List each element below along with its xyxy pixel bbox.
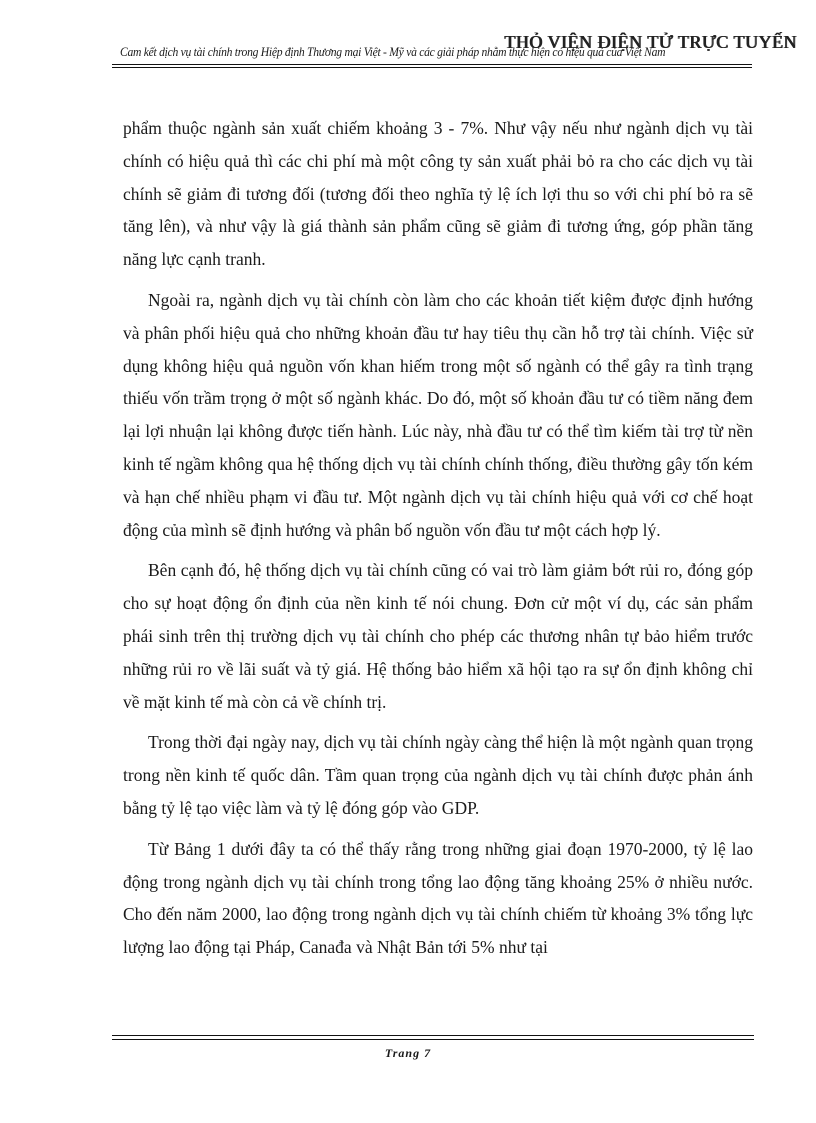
paragraph: Bên cạnh đó, hệ thống dịch vụ tài chính cũng có vai trò làm giảm bớt rủi ro, đóng góp cho sự hoạt động ổn định của nền kinh tế nói chung. Đơn cử một ví dụ, các sản phẩm phái sinh trên thị trường dịch vụ tài chính cho phép các thương nhân tự bảo hiểm trước những rủi ro về lãi suất và tỷ giá. Hệ thống bảo hiểm xã hội tạo ra sự ổn định không chỉ về mặt kinh tế mà còn cả về chính trị. (123, 560, 753, 712)
header-rule-double (112, 67, 752, 68)
paragraph: Từ Bảng 1 dưới đây ta có thể thấy rằng trong những giai đoạn 1970-2000, tỷ lệ lao động trong ngành dịch vụ tài chính trong tổng lao động tăng khoảng 25% ở nhiều nước. Cho đến năm 2000, lao động trong ngành dịch vụ tài chính chiếm từ khoảng 3% tổng lực lượng lao động tại Pháp, Canađa và Nhật Bản tới 5% như tại (123, 838, 753, 958)
page-number: Trang 7 (384, 1046, 432, 1060)
header-watermark: THỎ VIỆN ĐIỆN TỬ TRỰC TUYẾN (504, 32, 797, 52)
header-rule (112, 64, 752, 65)
header-title: Cam kết dịch vụ tài chính trong Hiệp định Thương mại Việt - Mỹ và các giải pháp nhằm thực hiện có hiệu quả của Việt Nam (120, 45, 666, 59)
document-body (123, 112, 753, 972)
footer-rule-double (112, 1039, 754, 1040)
paragraph-continuation: phẩm thuộc ngành sản xuất chiếm khoảng 3 - 7%. Như vậy nếu như ngành dịch vụ tài chính có hiệu quả thì các chi phí mà một công ty sản xuất phải bỏ ra cho các dịch vụ tài chính sẽ giảm đi tương đối (tương đối theo nghĩa tỷ lệ ích lợi thu so với chi phí bỏ ra sẽ tăng lên), và như vậy là giá thành sản phẩm cũng sẽ giảm đi tương ứng, góp phần tăng năng lực cạnh tranh. (123, 118, 753, 270)
page-header (112, 28, 812, 70)
paragraph: Trong thời đại ngày nay, dịch vụ tài chính ngày càng thể hiện là một ngành quan trọng trong nền kinh tế quốc dân. Tầm quan trọng của ngành dịch vụ tài chính được phản ánh bằng tỷ lệ tạo việc làm và tỷ lệ đóng góp vào GDP. (123, 732, 753, 818)
paragraph: Ngoài ra, ngành dịch vụ tài chính còn làm cho các khoản tiết kiệm được định hướng và phân phối hiệu quả cho những khoản đầu tư hay tiêu thụ cần hỗ trợ tài chính. Việc sử dụng không hiệu quả nguồn vốn khan hiếm trong một số ngành có thể gây ra tình trạng thiếu vốn trầm trọng ở một số ngành khác. Do đó, một số khoản đầu tư có tiềm năng đem lại lợi nhuận lại không được tiến hành. Lúc này, nhà đầu tư có thể tìm kiếm tài trợ từ nền kinh tế ngầm không qua hệ thống dịch vụ tài chính chính thống, điều thường gây tốn kém và hạn chế nhiều phạm vi đầu tư. Một ngành dịch vụ tài chính hiệu quả với cơ chế hoạt động của mình sẽ định hướng và phân bố nguồn vốn đầu tư một cách hợp lý. (123, 289, 753, 540)
footer-rule (112, 1035, 754, 1036)
